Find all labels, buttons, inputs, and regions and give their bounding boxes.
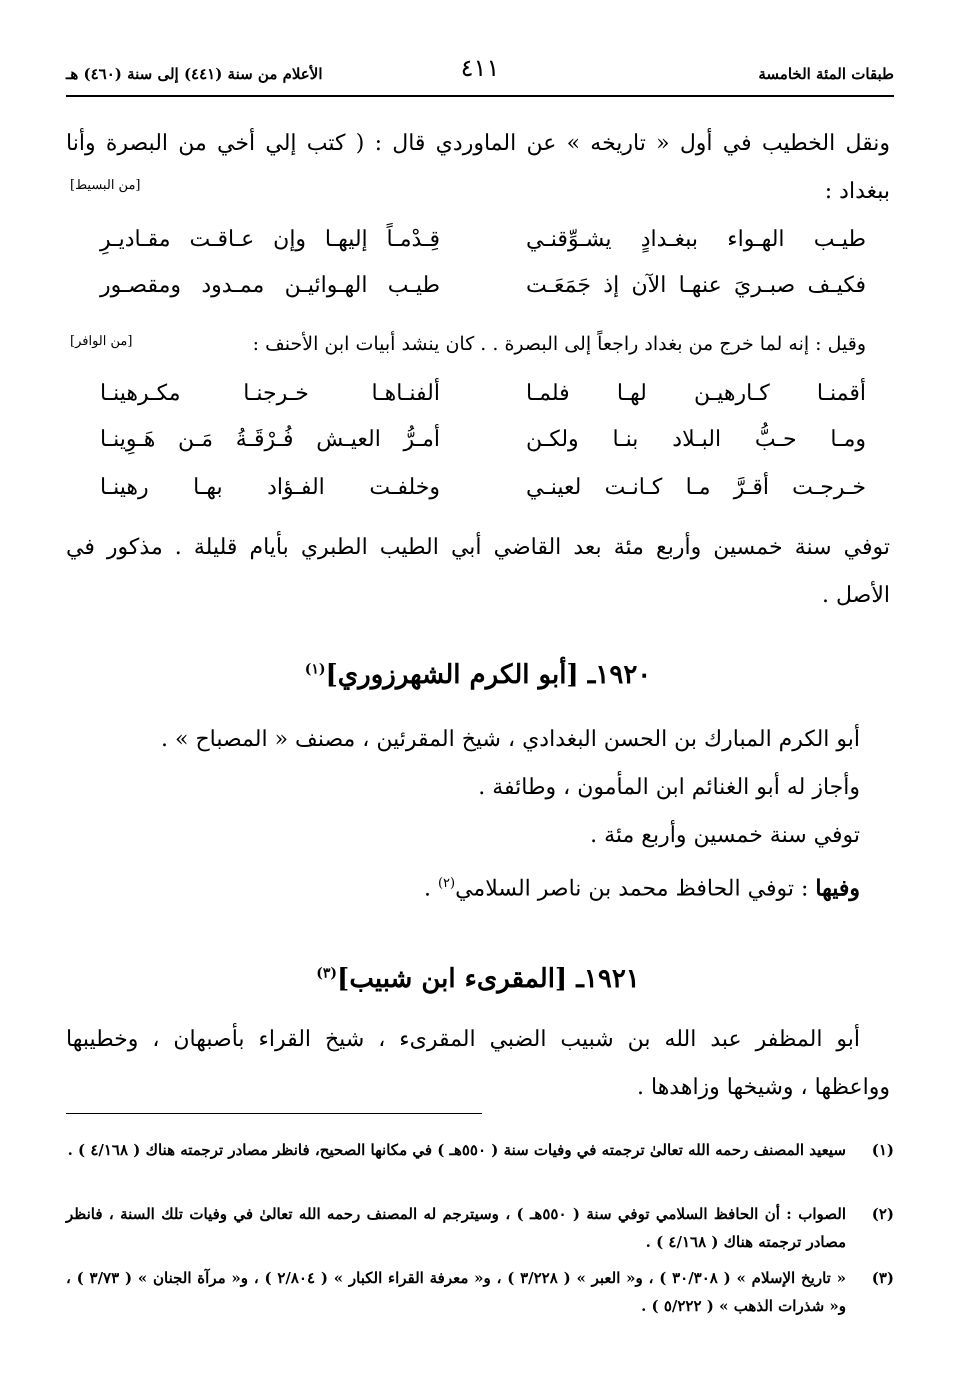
verse-second-hemistich: ألفنـاهـا خـرجنـا مكـرهينـا xyxy=(100,381,440,406)
intro-line-2: ببغداد : xyxy=(824,179,890,204)
verse-second-hemistich: طيـب الهـوائيـن ممـدود ومقصـور xyxy=(100,273,440,298)
footnote xyxy=(66,1200,894,1256)
intro-line-1: ونقل الخطيب في أول « تاريخه » عن الماوردي قال : ( كتب إلي أخي من البصرة وأنا xyxy=(66,131,890,156)
entry-1921-body xyxy=(66,1016,890,1112)
footnote-ref: (٢) xyxy=(437,876,456,891)
death-line-2: الأصل . xyxy=(822,583,890,608)
verse-line xyxy=(100,262,866,310)
death-line-1: توفي سنة خمسين وأربع مئة بعد القاضي أبي الطيب الطبري بأيام قليلة . مذكور في xyxy=(66,535,890,560)
footnote-number: (٢) xyxy=(871,1205,894,1223)
entry-title: ١٩٢٠ـ [أبو الكرم الشهرزوري] xyxy=(325,660,652,690)
verse-first-hemistich: خـرجـت أقـرَّ مـا كـانـت لعينـي xyxy=(526,475,866,500)
bold-lead: وفيها xyxy=(815,875,860,902)
footnote-ref: (١) xyxy=(304,661,326,678)
footnote-number: (٣) xyxy=(871,1269,894,1287)
verse-first-hemistich: ومـا حـبُّ البـلاد بنـا ولكـن xyxy=(526,427,866,452)
header-section-title: طبقات المئة الخامسة xyxy=(758,65,894,83)
verse-first-hemistich: أقمنـا كـارهيـن لهـا فلمـا xyxy=(526,381,866,406)
meter-label-wafir: [من الوافر] xyxy=(70,334,133,349)
verse-second-hemistich: أمـرُّ العيـش فُـرْقَـةُ مَـن هَـوِينـا xyxy=(100,427,440,452)
entry-heading-1920 xyxy=(0,660,956,690)
entry-heading-1921 xyxy=(0,964,956,994)
entry-1920-body xyxy=(66,716,860,913)
entry-line: وواعظها ، وشيخها وزاهدها . xyxy=(637,1075,890,1100)
verse-second-hemistich: وخلفـت الفـؤاد بهـا رهينـا xyxy=(100,475,440,500)
footnote-text: « تاريخ الإسلام » ( ٣٠/٣٠٨ ) ، و« العبر » ( ٣/٢٢٨ ) ، و« معرفة القراء الكبار » ( ٢/٨٠٤ ) ، و« مرآة الجنان » ( ٣/٧٣ ) ، و« شذرات الذهب » ( ٥/٢٢٢ ) . xyxy=(66,1269,846,1315)
verse-line xyxy=(100,416,866,464)
verse-line xyxy=(100,216,866,264)
intro-paragraph xyxy=(66,120,890,216)
footnote-number: (١) xyxy=(871,1141,894,1159)
header-range-title: الأعلام من سنة (٤٤١) إلى سنة (٤٦٠) هـ xyxy=(66,65,323,83)
entry-line: أبو الكرم المبارك بن الحسن البغدادي ، شيخ المقرئين ، مصنف « المصباح » . xyxy=(161,727,860,752)
footnote-text: سيعيد المصنف رحمه الله تعالىٰ ترجمته في وفيات سنة ( ٥٥٠هـ ) في مكانها الصحيح، فانظر مصادر ترجمته هناك ( ٤/١٦٨ ) . xyxy=(67,1141,846,1159)
entry-title: ١٩٢١ـ [المقرىء ابن شبيب] xyxy=(337,964,640,994)
footnote-text: الصواب : أن الحافظ السلامي توفي سنة ( ٥٥٠هـ ) ، وسيترجم له المصنف رحمه الله تعالىٰ في وفيات تلك السنة ، فانظر مصادر ترجمته هناك ( ٤/١٦٨ ) . xyxy=(66,1205,846,1251)
entry-line: وأجاز له أبو الغنائم ابن المأمون ، وطائفة . xyxy=(478,775,860,800)
footnote xyxy=(66,1136,894,1164)
meter-label-basit: [من البسيط] xyxy=(70,178,141,193)
ibn-ahnaf-intro: وقيل : إنه لما خرج من بغداد راجعاً إلى البصرة . . كان ينشد أبيات ابن الأحنف : xyxy=(252,333,866,355)
verse-first-hemistich: طيـب الهـواء ببغـدادٍ يشـوِّقنـي xyxy=(526,227,866,252)
running-header xyxy=(66,54,894,90)
verse-line xyxy=(100,370,866,418)
death-paragraph xyxy=(66,524,890,620)
header-rule xyxy=(66,95,894,97)
footnote xyxy=(66,1264,894,1320)
entry-line: أبو المظفر عبد الله بن شبيب الضبي المقرىء ، شيخ القراء بأصبهان ، وخطيبها xyxy=(66,1027,860,1052)
entry-line: توفي سنة خمسين وأربع مئة . xyxy=(590,823,860,848)
page-number: ٤١١ xyxy=(460,54,500,82)
verse-second-hemistich: قِـدْمـاً إليهـا وإن عـاقـت مقـاديـرِ xyxy=(100,227,440,252)
verse-first-hemistich: فكيـف صبـريَ عنهـا الآن إذ جَمَعَـت xyxy=(526,273,866,298)
verse-line xyxy=(100,464,866,512)
footnote-rule xyxy=(66,1113,482,1114)
footnote-ref: (٣) xyxy=(316,965,338,982)
entry-line: وفيها : توفي الحافظ محمد بن ناصر السلامي$^{(٢)}$ . xyxy=(423,875,860,902)
